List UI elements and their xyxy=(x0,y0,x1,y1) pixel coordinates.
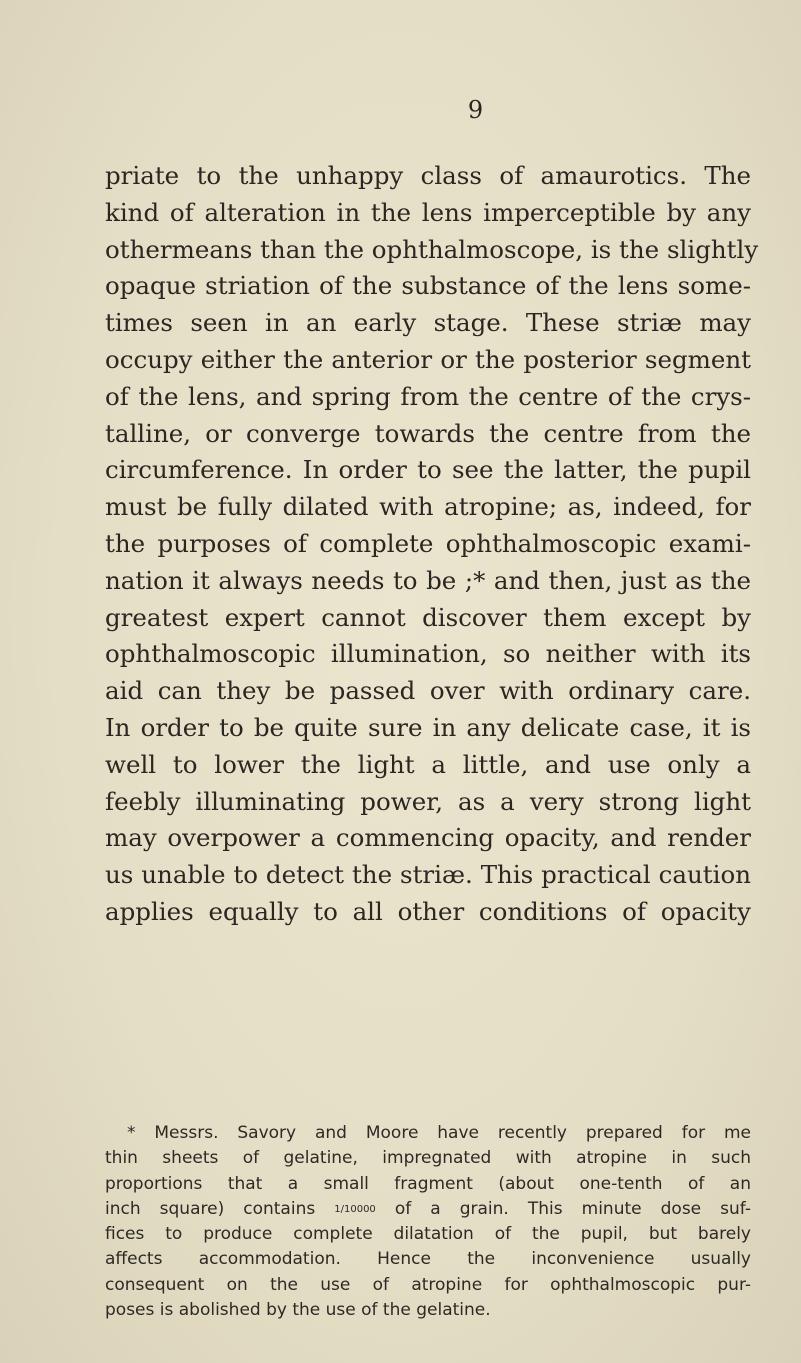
footnote-line: thin sheets of gelatine, impregnated with atropine in such xyxy=(105,1148,751,1169)
footnote-text: inch square) contains xyxy=(105,1198,316,1219)
body-line: priate to the unhappy class of amaurotics. The xyxy=(105,161,751,190)
body-line: the purposes of complete ophthalmoscopic exami- xyxy=(105,528,751,558)
body-line: occupy either the anterior or the posterior segment xyxy=(105,344,751,374)
body-line: feebly illuminating power, as a very strong light xyxy=(105,786,751,816)
body-line: may overpower a commencing opacity, and render xyxy=(105,823,751,853)
body-line: times seen in an early stage. These striæ may xyxy=(105,308,751,338)
body-line: othermeans than the ophthalmoscope, is the slightly xyxy=(105,234,759,264)
footnote-line: affects accommodation. Hence the inconvenience usually xyxy=(105,1249,751,1270)
footnote-text: of a grain. This minute dose suf- xyxy=(394,1198,751,1219)
body-line: well to lower the light a little, and use only a xyxy=(105,749,751,779)
footnote xyxy=(105,1121,751,1323)
body-line: ophthalmoscopic illumination, so neither with its xyxy=(105,639,751,669)
body-line: circumference. In order to see the latter, the pupil xyxy=(105,455,751,485)
footnote-line: fices to produce complete dilatation of the pupil, but barely xyxy=(105,1224,751,1245)
footnote-line: proportions that a small fragment (about one-tenth of an xyxy=(105,1173,751,1194)
body-line: must be fully dilated with atropine; as, indeed, for xyxy=(105,492,751,522)
body-line: nation it always needs to be ;* and then, just as the xyxy=(105,565,751,595)
page-number: 9 xyxy=(467,96,484,124)
fraction: 1/10000 xyxy=(334,1203,376,1215)
body-line: applies equally to all other conditions of opacity xyxy=(105,896,751,926)
body-line: talline, or converge towards the centre from the xyxy=(105,418,751,448)
body-line: aid can they be passed over with ordinary care. xyxy=(105,676,751,706)
body-text xyxy=(105,158,759,931)
body-line: us unable to detect the striæ. This practical caution xyxy=(105,860,751,890)
body-line: opaque striation of the substance of the lens some- xyxy=(105,271,751,301)
footnote-line: * Messrs. Savory and Moore have recently prepared for me xyxy=(127,1123,751,1143)
footnote-line-with-fraction xyxy=(105,1197,751,1222)
body-line: In order to be quite sure in any delicate case, it is xyxy=(105,712,751,742)
body-line: of the lens, and spring from the centre of the crys- xyxy=(105,381,751,411)
body-line: kind of alteration in the lens imperceptible by any xyxy=(105,197,751,227)
body-line: greatest expert cannot discover them except by xyxy=(105,602,751,632)
footnote-line: poses is abolished by the use of the gelatine. xyxy=(105,1300,491,1321)
footnote-line: consequent on the use of atropine for ophthalmoscopic pur- xyxy=(105,1274,751,1295)
